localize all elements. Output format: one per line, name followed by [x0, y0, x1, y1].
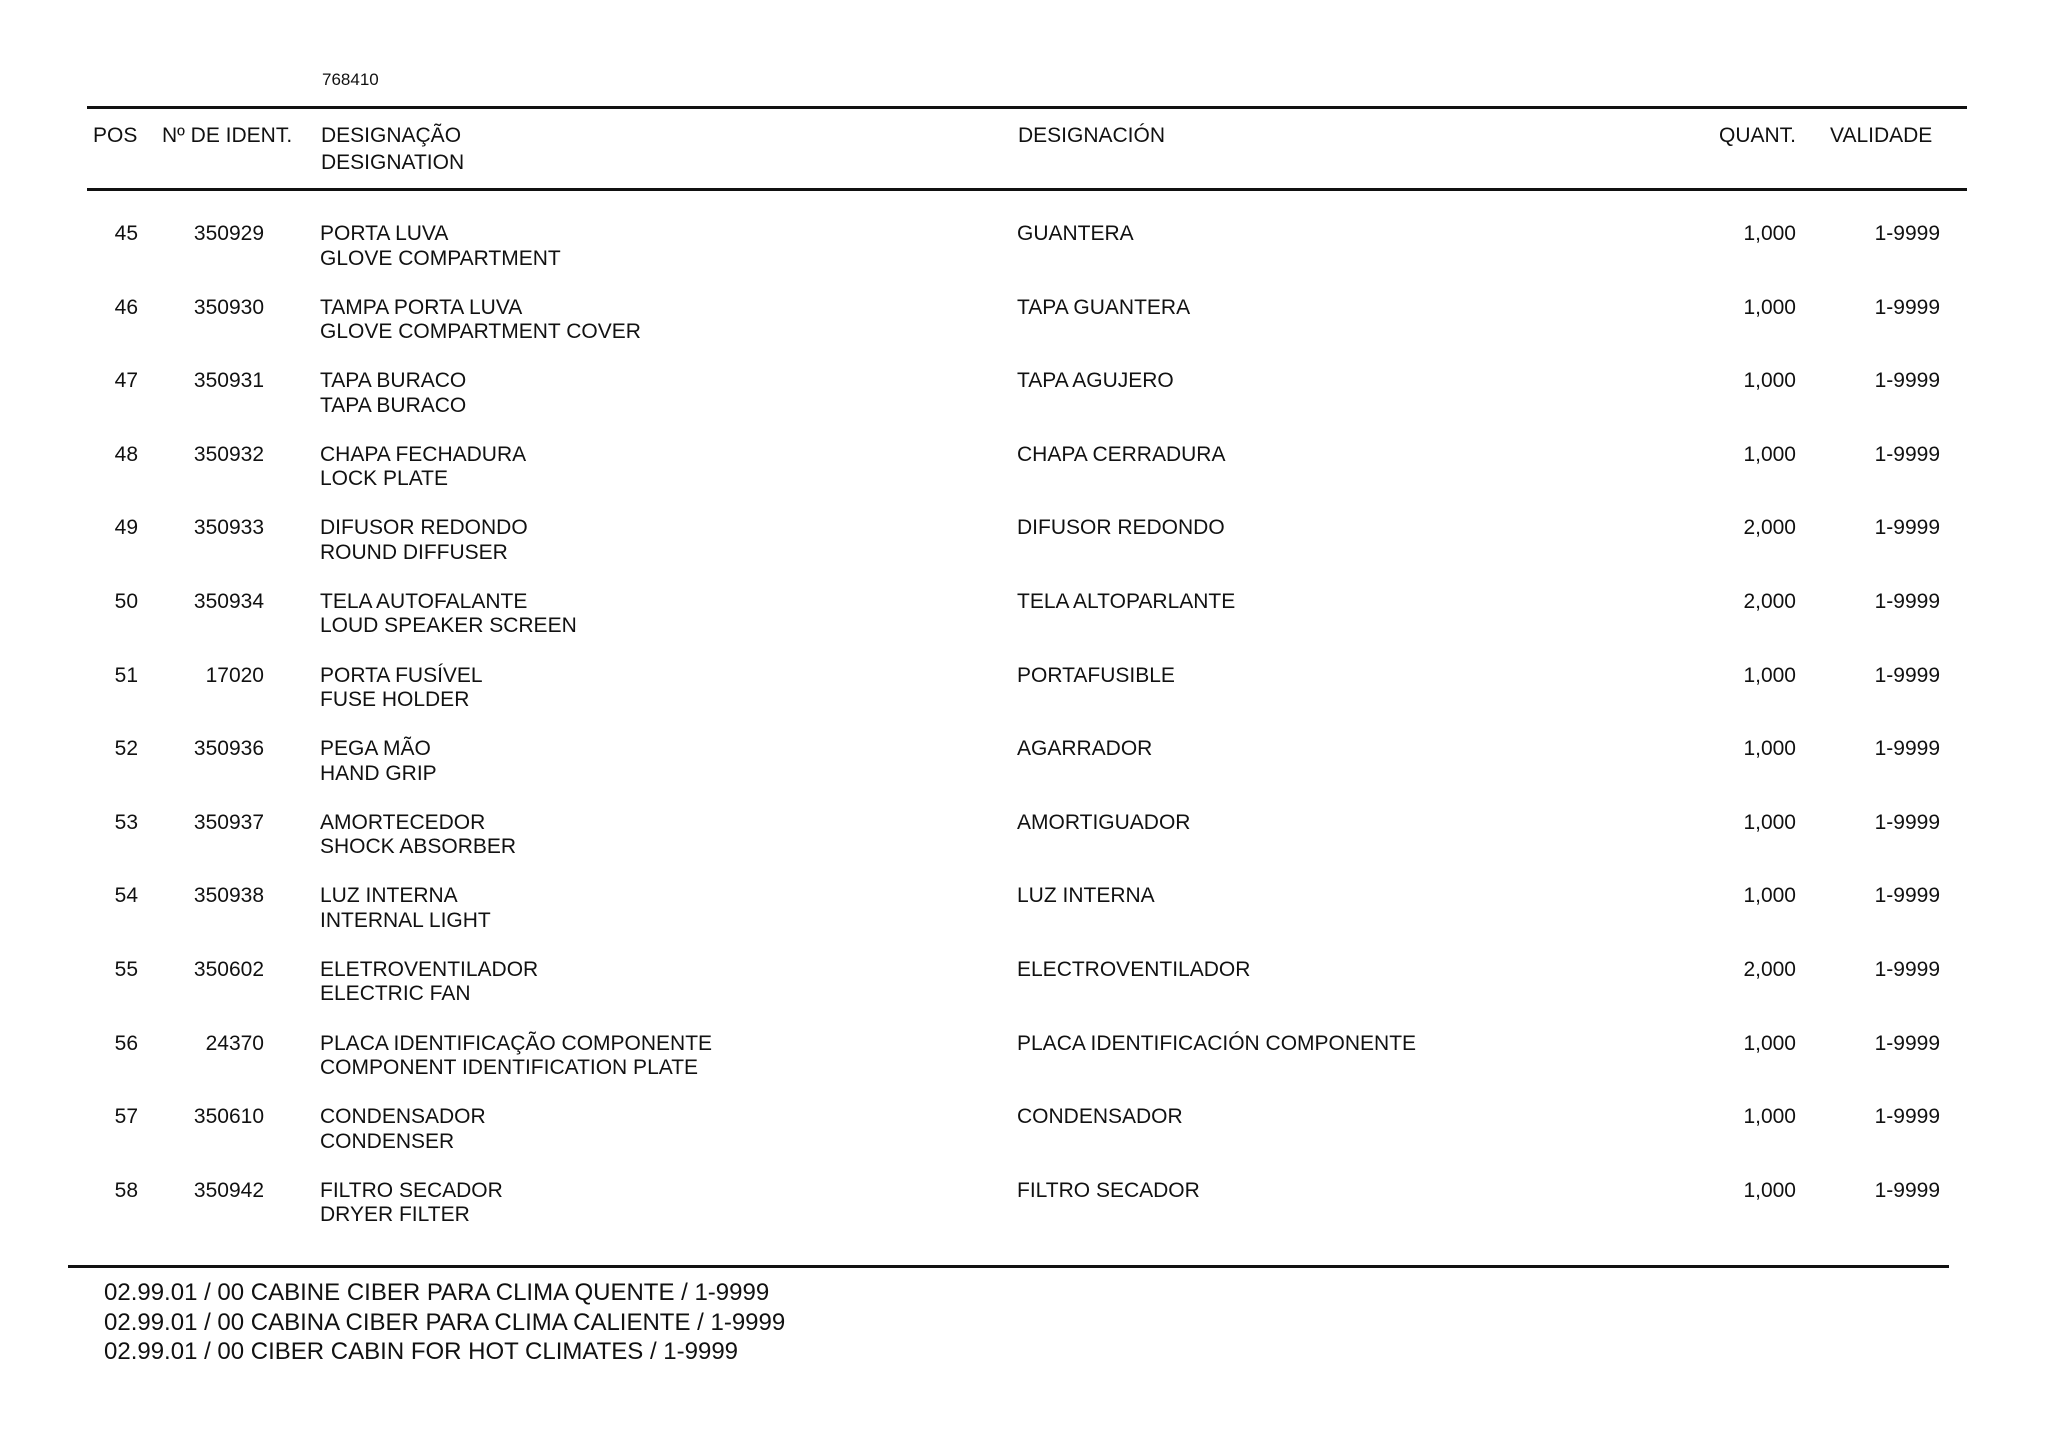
row-pos: 48 — [114, 442, 138, 466]
row-designation-en: SHOCK ABSORBER — [320, 835, 517, 859]
row-pos: 58 — [114, 1178, 138, 1202]
row-designation-pt: PLACA IDENTIFICAÇÃO COMPONENTE — [320, 1031, 713, 1055]
table-row — [0, 811, 2048, 885]
row-designation-pt: LUZ INTERNA — [320, 884, 458, 908]
row-designation — [320, 884, 1000, 933]
row-ident: 350602 — [193, 957, 264, 981]
table-row — [0, 1032, 2048, 1106]
row-pos: 47 — [114, 369, 138, 393]
row-pos: 57 — [114, 1105, 138, 1129]
row-ident: 350931 — [193, 369, 264, 393]
row-designation-pt: TAMPA PORTA LUVA — [320, 295, 523, 319]
row-designation-en: ELECTRIC FAN — [320, 982, 471, 1006]
row-designation-pt: PORTA FUSÍVEL — [320, 663, 483, 687]
table-row — [0, 1179, 2048, 1253]
row-designation-pt: ELETROVENTILADOR — [320, 957, 539, 981]
row-pos: 54 — [114, 884, 138, 908]
row-designation-es: AMORTIGUADOR — [1017, 810, 1191, 834]
row-designation-en: GLOVE COMPARTMENT COVER — [320, 320, 641, 344]
row-quant: 2,000 — [1743, 957, 1796, 981]
table-row — [0, 516, 2048, 590]
row-designation-en: CONDENSER — [320, 1129, 455, 1153]
header-designation-pt-en — [321, 122, 464, 176]
row-quant: 1,000 — [1743, 884, 1796, 908]
row-designation — [320, 296, 1000, 345]
row-designation-es: AGARRADOR — [1017, 737, 1153, 761]
table-row — [0, 590, 2048, 664]
row-designation — [320, 1179, 1000, 1228]
row-designation-en: ROUND DIFFUSER — [320, 540, 508, 564]
row-pos: 50 — [114, 589, 138, 613]
row-ident: 24370 — [205, 1031, 264, 1055]
row-designation-es: GUANTERA — [1017, 222, 1134, 245]
footer-rule — [68, 1265, 1949, 1268]
row-designation — [320, 443, 1000, 492]
row-designation-pt: TELA AUTOFALANTE — [320, 589, 528, 613]
table-row — [0, 737, 2048, 811]
document-number: 768410 — [322, 70, 379, 89]
row-ident: 350938 — [193, 884, 264, 908]
row-validity: 1-9999 — [1874, 663, 1940, 687]
row-designation-en: DRYER FILTER — [320, 1203, 470, 1227]
table-row — [0, 664, 2048, 738]
row-validity: 1-9999 — [1874, 516, 1940, 540]
row-ident: 350929 — [193, 222, 264, 245]
row-designation — [320, 958, 1000, 1007]
row-designation — [320, 1105, 1000, 1154]
row-designation — [320, 664, 1000, 713]
row-designation — [320, 369, 1000, 418]
row-designation-es: PLACA IDENTIFICACIÓN COMPONENTE — [1017, 1031, 1417, 1055]
footer-line-es: 02.99.01 / 00 CABINA CIBER PARA CLIMA CALIENTE / 1-9999 — [104, 1308, 786, 1336]
row-validity: 1-9999 — [1874, 810, 1940, 834]
row-designation-en: TAPA BURACO — [320, 393, 467, 417]
row-quant: 1,000 — [1743, 663, 1796, 687]
row-pos: 52 — [114, 737, 138, 761]
row-designation-pt: PORTA LUVA — [320, 222, 449, 245]
row-validity: 1-9999 — [1874, 295, 1940, 319]
row-ident: 350610 — [193, 1105, 264, 1129]
row-validity: 1-9999 — [1874, 222, 1940, 245]
assembly-footer — [104, 1278, 785, 1367]
row-designation-es: ELECTROVENTILADOR — [1017, 957, 1251, 981]
footer-line-en: 02.99.01 / 00 CIBER CABIN FOR HOT CLIMATES / 1-9999 — [104, 1338, 739, 1365]
header-bottom-rule — [87, 188, 1967, 191]
table-row — [0, 958, 2048, 1032]
row-ident: 350934 — [193, 589, 264, 613]
row-pos: 51 — [114, 663, 138, 687]
row-validity: 1-9999 — [1874, 369, 1940, 393]
header-ident: Nº DE IDENT. — [162, 124, 293, 147]
row-ident: 350933 — [193, 516, 264, 540]
row-designation-en: HAND GRIP — [320, 761, 437, 785]
row-pos: 55 — [114, 957, 138, 981]
row-designation-es: TAPA AGUJERO — [1017, 369, 1174, 393]
row-quant: 1,000 — [1743, 1031, 1796, 1055]
header-quant: QUANT. — [1718, 124, 1796, 147]
parts-table-body — [0, 222, 2048, 1252]
row-designation-en: LOCK PLATE — [320, 467, 448, 491]
row-designation-en: INTERNAL LIGHT — [320, 908, 491, 932]
row-designation-es: TAPA GUANTERA — [1017, 295, 1191, 319]
row-validity: 1-9999 — [1874, 1178, 1940, 1202]
row-quant: 1,000 — [1743, 295, 1796, 319]
row-designation-pt: PEGA MÃO — [320, 737, 431, 761]
row-pos: 56 — [114, 1031, 138, 1055]
row-designation — [320, 590, 1000, 639]
row-designation-en: GLOVE COMPARTMENT — [320, 246, 561, 270]
row-designation-pt: CONDENSADOR — [320, 1105, 486, 1129]
row-ident: 350936 — [193, 737, 264, 761]
header-designacion: DESIGNACIÓN — [1018, 124, 1166, 147]
row-designation-es: TELA ALTOPARLANTE — [1017, 589, 1236, 613]
row-ident: 350942 — [193, 1178, 264, 1202]
table-row — [0, 222, 2048, 296]
row-designation — [320, 1032, 1000, 1081]
header-validade: VALIDADE — [1830, 124, 1933, 147]
row-validity: 1-9999 — [1874, 737, 1940, 761]
header-designation: DESIGNATION — [321, 151, 465, 174]
row-designation-es: CHAPA CERRADURA — [1017, 442, 1226, 466]
row-quant: 1,000 — [1743, 810, 1796, 834]
row-quant: 1,000 — [1743, 442, 1796, 466]
row-designation-en: COMPONENT IDENTIFICATION PLATE — [320, 1056, 699, 1080]
row-designation-en: LOUD SPEAKER SCREEN — [320, 614, 577, 638]
row-validity: 1-9999 — [1874, 1031, 1940, 1055]
table-row — [0, 1105, 2048, 1179]
row-validity: 1-9999 — [1874, 442, 1940, 466]
row-validity: 1-9999 — [1874, 589, 1940, 613]
row-designation-es: DIFUSOR REDONDO — [1017, 516, 1225, 540]
row-pos: 49 — [114, 516, 138, 540]
row-quant: 2,000 — [1743, 516, 1796, 540]
row-designation — [320, 222, 1000, 271]
row-designation-es: CONDENSADOR — [1017, 1105, 1183, 1129]
table-row — [0, 369, 2048, 443]
row-validity: 1-9999 — [1874, 1105, 1940, 1129]
row-designation-es: FILTRO SECADOR — [1017, 1178, 1200, 1202]
row-designation — [320, 737, 1000, 786]
header-designacao: DESIGNAÇÃO — [321, 124, 462, 147]
row-designation-es: LUZ INTERNA — [1017, 884, 1155, 908]
row-quant: 1,000 — [1743, 1105, 1796, 1129]
row-quant: 1,000 — [1743, 737, 1796, 761]
row-pos: 45 — [114, 222, 138, 245]
table-row — [0, 296, 2048, 370]
row-designation — [320, 516, 1000, 565]
row-designation-en: FUSE HOLDER — [320, 688, 470, 712]
row-ident: 350937 — [193, 810, 264, 834]
row-quant: 1,000 — [1743, 222, 1796, 245]
row-pos: 53 — [114, 810, 138, 834]
row-validity: 1-9999 — [1874, 957, 1940, 981]
row-ident: 17020 — [205, 663, 264, 687]
table-row — [0, 443, 2048, 517]
row-ident: 350932 — [193, 442, 264, 466]
header-top-rule — [87, 106, 1967, 109]
row-quant: 1,000 — [1743, 1178, 1796, 1202]
row-designation — [320, 811, 1000, 860]
row-designation-es: PORTAFUSIBLE — [1017, 663, 1175, 687]
footer-line-pt: 02.99.01 / 00 CABINE CIBER PARA CLIMA QUENTE / 1-9999 — [104, 1279, 770, 1306]
table-row — [0, 884, 2048, 958]
row-designation-pt: AMORTECEDOR — [320, 810, 486, 834]
row-validity: 1-9999 — [1874, 884, 1940, 908]
row-quant: 1,000 — [1743, 369, 1796, 393]
row-designation-pt: FILTRO SECADOR — [320, 1178, 503, 1202]
row-designation-pt: DIFUSOR REDONDO — [320, 516, 528, 540]
header-pos: POS — [93, 124, 138, 147]
row-designation-pt: TAPA BURACO — [320, 369, 467, 393]
row-pos: 46 — [114, 295, 138, 319]
row-ident: 350930 — [193, 295, 264, 319]
row-quant: 2,000 — [1743, 589, 1796, 613]
row-designation-pt: CHAPA FECHADURA — [320, 442, 527, 466]
